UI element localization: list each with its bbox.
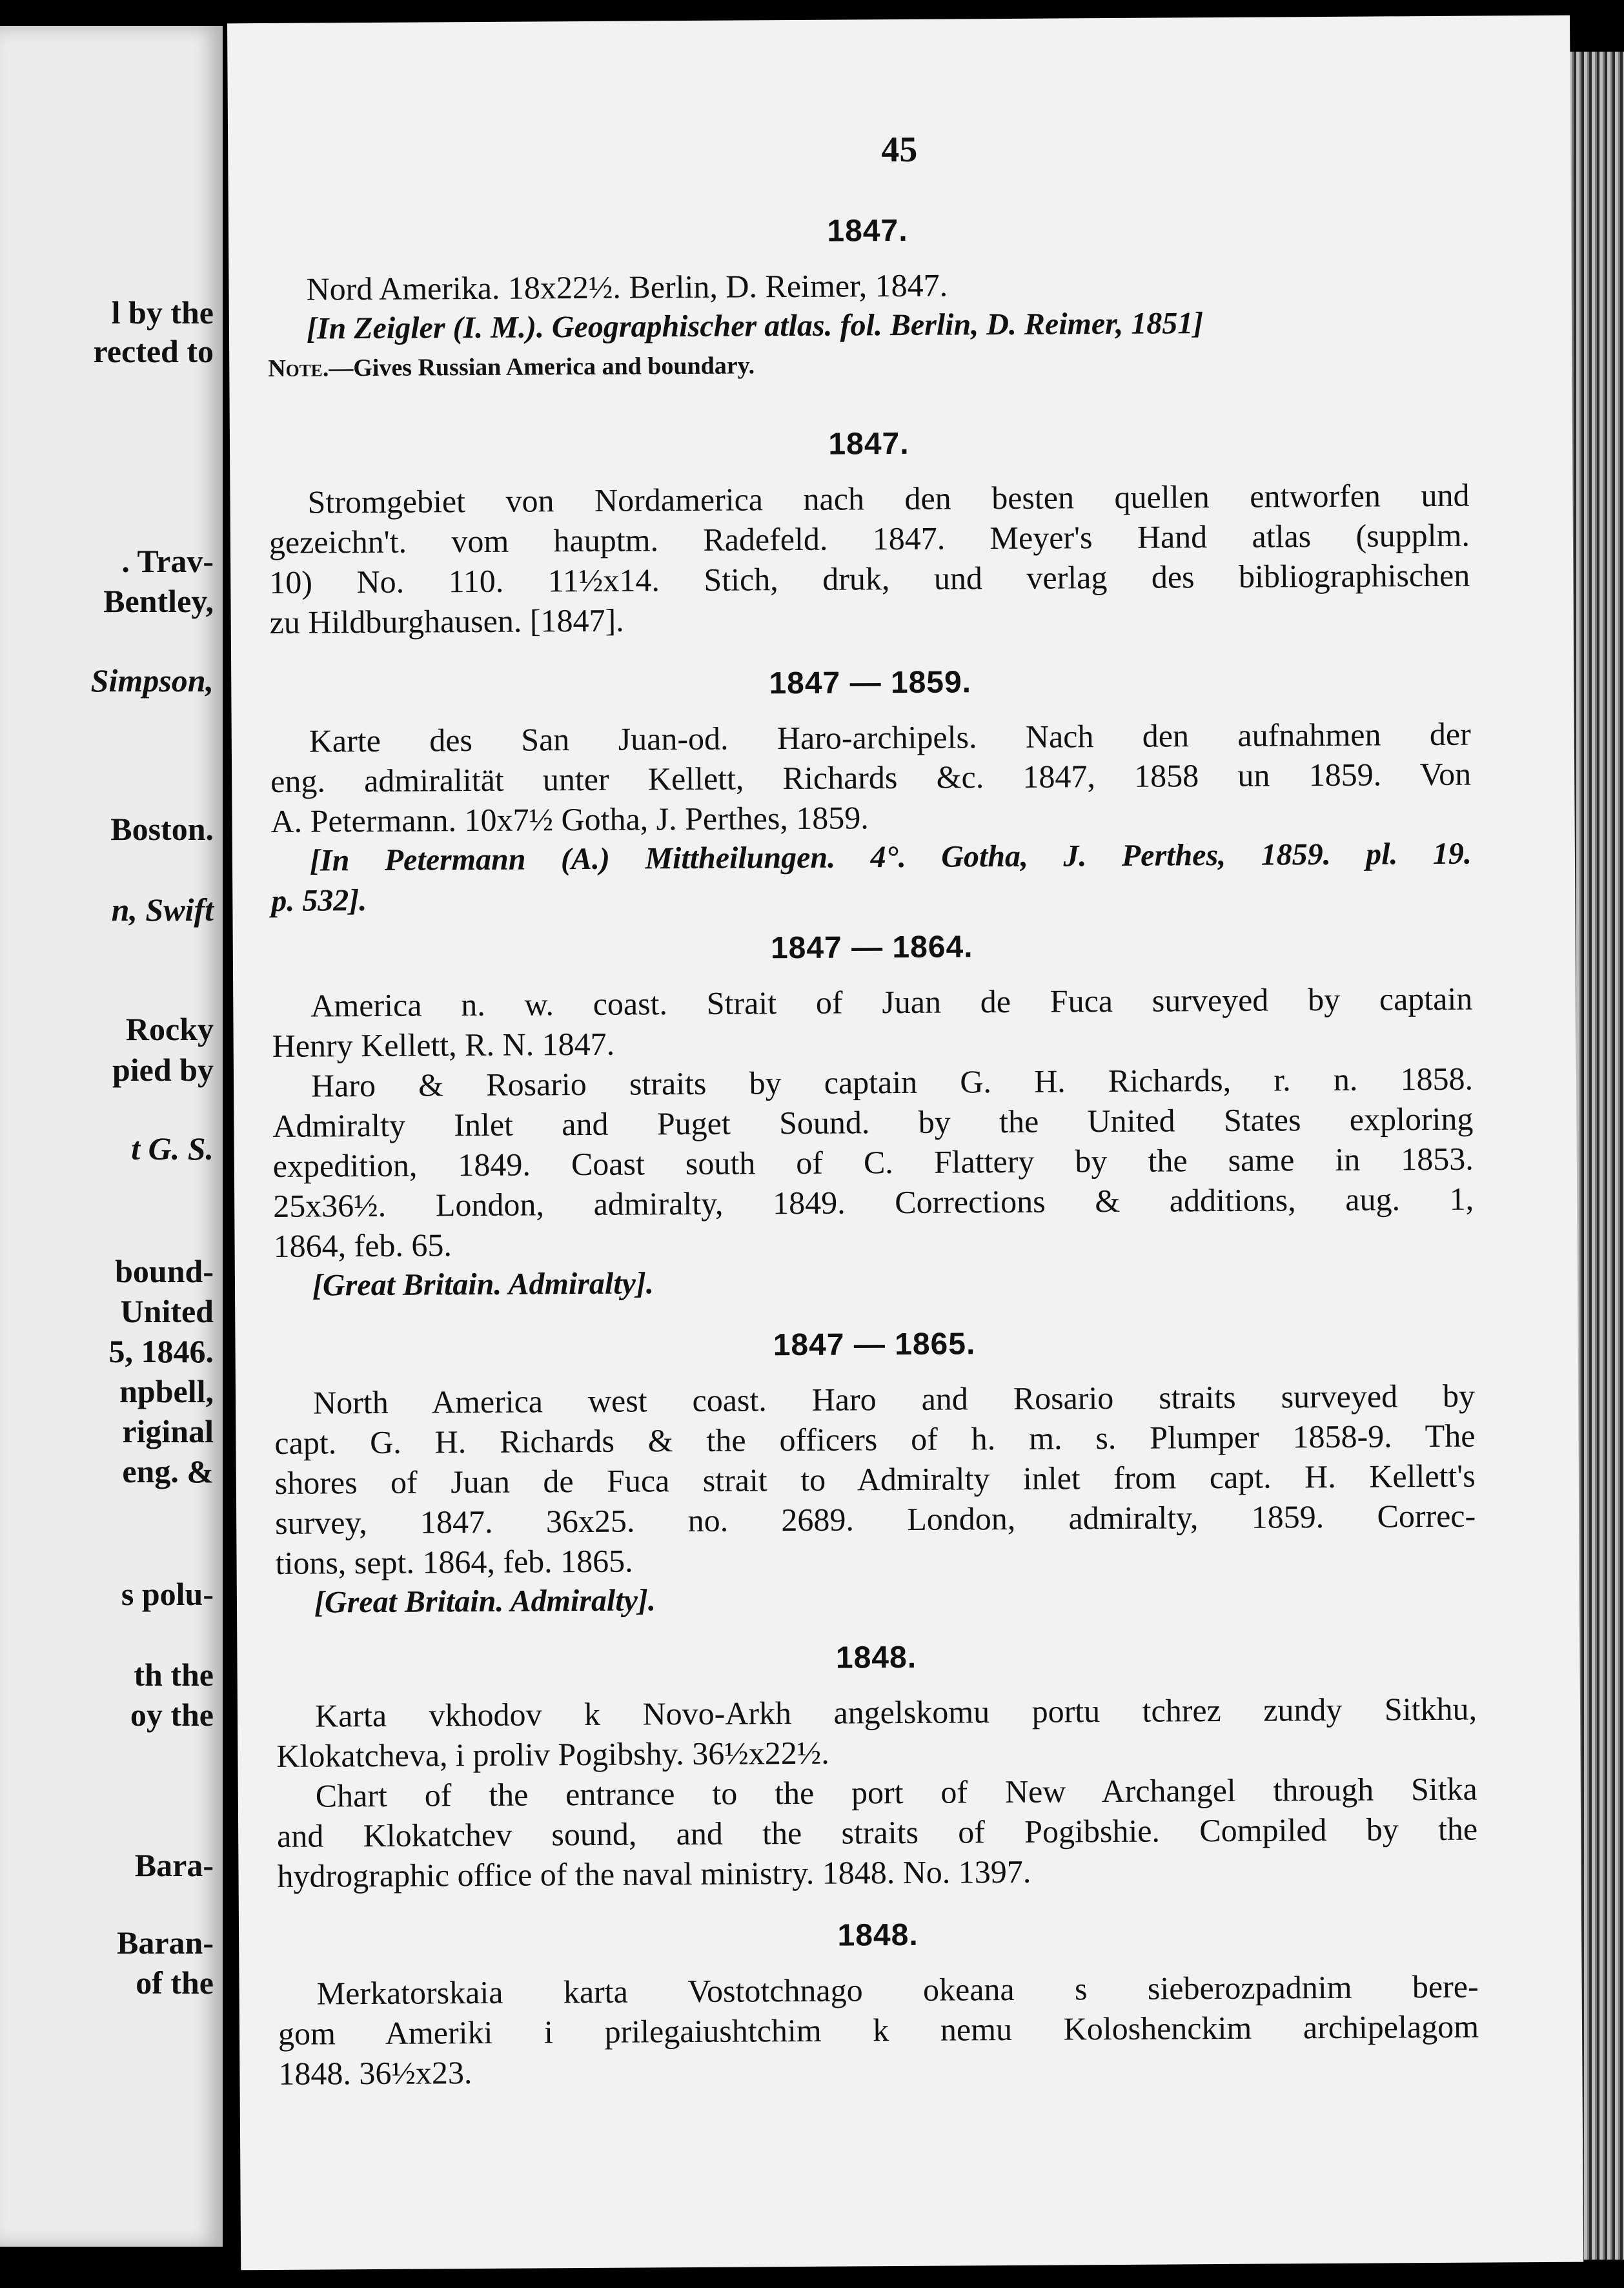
entry-line: and Klokatchev sound, and the straits of Pogibshie. Compiled by the: [277, 1810, 1478, 1854]
entry-citation: [In Zeigler (I. M.). Geographischer atlas. fol. Berlin, D. Reimer, 1851]: [306, 306, 1204, 346]
left-fragment: Bara-: [134, 1847, 214, 1883]
entry-year: 1848.: [837, 1917, 919, 1953]
entry-line: 25x36½. London, admiralty, 1849. Corrections & additions, aug. 1,: [273, 1180, 1474, 1224]
entry-line: gom Ameriki i prilegaiushtchim k nemu Koloshenckim archipelagom: [278, 2008, 1479, 2052]
catalog-entry: [276, 1637, 1477, 1896]
left-fragment: Simpson,: [90, 662, 214, 699]
entry-line: North America west coast. Haro and Rosario straits surveyed by: [312, 1377, 1476, 1421]
entry-line: tions, sept. 1864, feb. 1865.: [275, 1542, 633, 1581]
left-fragment: bound-: [115, 1253, 214, 1289]
entry-line: hydrographic office of the naval ministry. 1848. No. 1397.: [277, 1853, 1031, 1894]
entry-year: 1848.: [835, 1640, 917, 1675]
left-fragment: n, Swift: [111, 892, 214, 928]
left-fragment: United: [120, 1293, 214, 1329]
entry-year: 1847.: [828, 426, 909, 462]
left-fragment: Rocky: [125, 1011, 214, 1047]
left-fragment: l by the: [111, 294, 214, 331]
entry-year: 1847 — 1865.: [773, 1327, 976, 1363]
catalog-page: [227, 15, 1583, 2271]
entry-line: 1864, feb. 65.: [273, 1227, 452, 1264]
left-fragment: . Trav-: [121, 543, 214, 579]
entry-line: Karta vkhodov k Novo-Arkh angelskomu portu tchrez zundy Sitkhu,: [314, 1690, 1477, 1734]
note-label: Note.: [268, 354, 329, 382]
left-fragment: rected to: [93, 333, 214, 369]
left-fragment: oy the: [130, 1697, 214, 1733]
entry-line: Admiralty Inlet and Puget Sound. by the United States exploring: [272, 1100, 1474, 1144]
entry-line: expedition, 1849. Coast south of C. Flattery by the same in 1853.: [272, 1140, 1474, 1184]
entry-line: Merkatorskaia karta Vostotchnago okeana s sieberozpadnim bere-: [316, 1968, 1479, 2012]
left-fragment: 5, 1846.: [108, 1333, 214, 1369]
left-fragment: npbell,: [119, 1373, 214, 1409]
entry-citation: [Great Britain. Admiralty].: [312, 1266, 655, 1303]
entry-line: A. Petermann. 10x7½ Gotha, J. Perthes, 1859.: [270, 799, 869, 839]
entry-line: Chart of the entrance to the port of New Archangel through Sitka: [315, 1770, 1477, 1814]
entry-line: survey, 1847. 36x25. no. 2689. London, admiralty, 1859. Correc-: [275, 1497, 1476, 1541]
catalog-entry: [274, 1323, 1476, 1623]
entry-year: 1847 — 1859.: [769, 665, 972, 701]
entry-year: 1847 — 1864.: [770, 930, 973, 966]
note-text: —Gives Russian America and boundary.: [329, 352, 755, 382]
entry-year: 1847.: [827, 213, 908, 249]
entry-line: capt. G. H. Richards & the officers of h. m. s. Plumper 1858-9. The: [274, 1417, 1476, 1461]
entry-line: Stromgebiet von Nordamerica nach den besten quellen entworfen und: [307, 476, 1470, 520]
entry-line: Klokatcheva, i proliv Pogibshy. 36½x22½.: [276, 1734, 829, 1774]
left-fragment: Bentley,: [103, 583, 214, 619]
left-fragment: Baran-: [117, 1925, 214, 1961]
entry-citation: [Great Britain. Admiralty].: [314, 1583, 656, 1620]
catalog-entry: [278, 1914, 1479, 2094]
left-facing-page: [0, 26, 223, 2247]
entry-line: Haro & Rosario straits by captain G. H. Richards, r. n. 1858.: [310, 1060, 1474, 1104]
left-fragment: th the: [134, 1657, 214, 1693]
entry-line: shores of Juan de Fuca strait to Admiralty inlet from capt. H. Kellett's: [274, 1457, 1476, 1501]
entry-citation-cont: p. 532].: [271, 883, 367, 918]
entry-citation: [In Petermann (A.) Mittheilungen. 4°. Gotha, J. Perthes, 1859. pl. 19.: [309, 836, 1472, 878]
entry-line: Karte des San Juan-od. Haro-archipels. Nach den aufnahmen der: [309, 715, 1471, 759]
catalog-entry: [270, 662, 1472, 921]
entry-line: Henry Kellett, R. N. 1847.: [272, 1025, 615, 1064]
left-fragment: Boston.: [110, 811, 214, 847]
entry-line: zu Hildburghausen. [1847].: [269, 602, 624, 640]
entry-line: Nord Amerika. 18x22½. Berlin, D. Reimer, 1847.: [306, 267, 948, 307]
left-fragment: s polu-: [121, 1576, 214, 1612]
left-fragment: riginal: [122, 1413, 214, 1449]
catalog-entry: [269, 423, 1470, 642]
catalog-entry: [272, 926, 1474, 1306]
entry-line: 10) No. 110. 11½x14. Stich, druk, und verlag des bibliographischen: [269, 557, 1470, 600]
entry-line: America n. w. coast. Strait of Juan de Fuca surveyed by captain: [310, 980, 1473, 1024]
page-number: 45: [881, 129, 918, 170]
left-fragment: of the: [136, 1965, 214, 2001]
entry-line: 1848. 36½x23.: [278, 2054, 472, 2092]
entry-line: gezeichn't. vom hauptm. Radefeld. 1847. Meyer's Hand atlas (supplm.: [269, 516, 1470, 560]
entry-note: [268, 342, 1468, 388]
entry-line: eng. admiralität unter Kellett, Richards &c. 1847, 1858 un 1859. Von: [270, 755, 1472, 799]
catalog-entry: [267, 210, 1469, 388]
left-fragment: t G. S.: [131, 1130, 214, 1167]
left-fragment: pied by: [112, 1052, 214, 1088]
left-fragment: eng. &: [122, 1453, 214, 1489]
